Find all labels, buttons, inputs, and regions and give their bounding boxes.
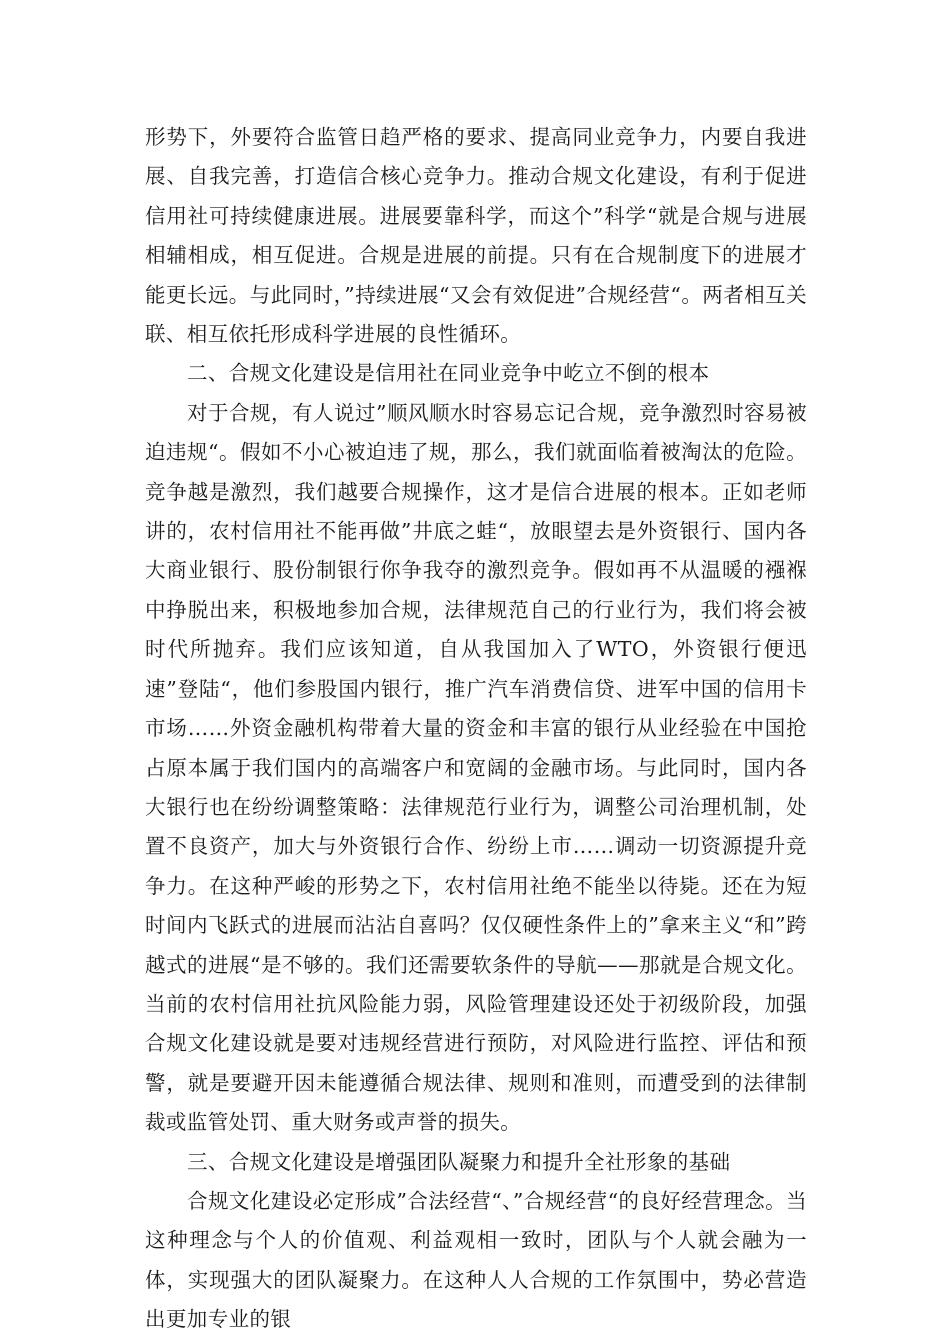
- section-heading-2: 二、合规文化建设是信用社在同业竞争中屹立不倒的根本: [187, 361, 710, 386]
- section-heading-3: 三、合规文化建设是增强团队凝聚力和提升全社形象的基础: [187, 1149, 731, 1174]
- paragraph-continuation: 形势下，外要符合监管日趋严格的要求、提高同业竞争力，内要自我进展、自我完善，打造信合核心竞争力。推动合规文化建设，有利于促进信用社可持续健康进展。进展要靠科学，而这个”科学“就是合规与进展相辅相成，相互促进。合规是进展的前提。只有在合规制度下的进展才能更长远。与此同时，”持续进展“又会有效促进”合规经营“。两者相互关联、相互依托形成科学进展的良性循环。: [145, 125, 807, 347]
- paragraph-body: 合规文化建设必定形成”合法经营“、”合规经营“的良好经营理念。当这种理念与个人的价值观、利益观相一致时，团队与个人就会融为一体，实现强大的团队凝聚力。在这种人人合规的工作氛围中，势必营造出更加专业的银: [145, 1188, 807, 1332]
- paragraph-body: 对于合规，有人说过”顺风顺水时容易忘记合规，竞争激烈时容易被迫违规“。假如不小心被迫违了规，那么，我们就面临着被淘汰的危险。竞争越是激烈，我们越要合规操作，这才是信合进展的根本。正如老师讲的，农村信用社不能再做”井底之蛙“，放眼望去是外资银行、国内各大商业银行、股份制银行你争我夺的激烈竞争。假如再不从温暖的襁褓中挣脱出来，积极地参加合规，法律规范自己的行业行为，我们将会被时代所抛弃。我们应该知道，自从我国加入了WTO，外资银行便迅速”登陆“，他们参股国内银行，推广汽车消费信贷、进军中国的信用卡市场……外资金融机构带着大量的资金和丰富的银行从业经验在中国抢占原本属于我们国内的高端客户和宽阔的金融市场。与此同时，国内各大银行也在纷纷调整策略：法律规范行业行为，调整公司治理机制，处置不良资产，加大与外资银行合作、纷纷上市……调动一切资源提升竞争力。在这种严峻的形势之下，农村信用社绝不能坐以待毙。还在为短时间内飞跃式的进展而沾沾自喜吗？仅仅硬性条件上的”拿来主义“和”跨越式的进展“是不够的。我们还需要软条件的导航——那就是合规文化。当前的农村信用社抗风险能力弱，风险管理建设还处于初级阶段，加强合规文化建设就是要对违规经营进行预防，对风险进行监控、评估和预警，就是要避开因未能遵循合规法律、规则和准则，而遭受到的法律制裁或监管处罚、重大财务或声誉的损失。: [145, 400, 807, 1135]
- document-body: [145, 118, 807, 1340]
